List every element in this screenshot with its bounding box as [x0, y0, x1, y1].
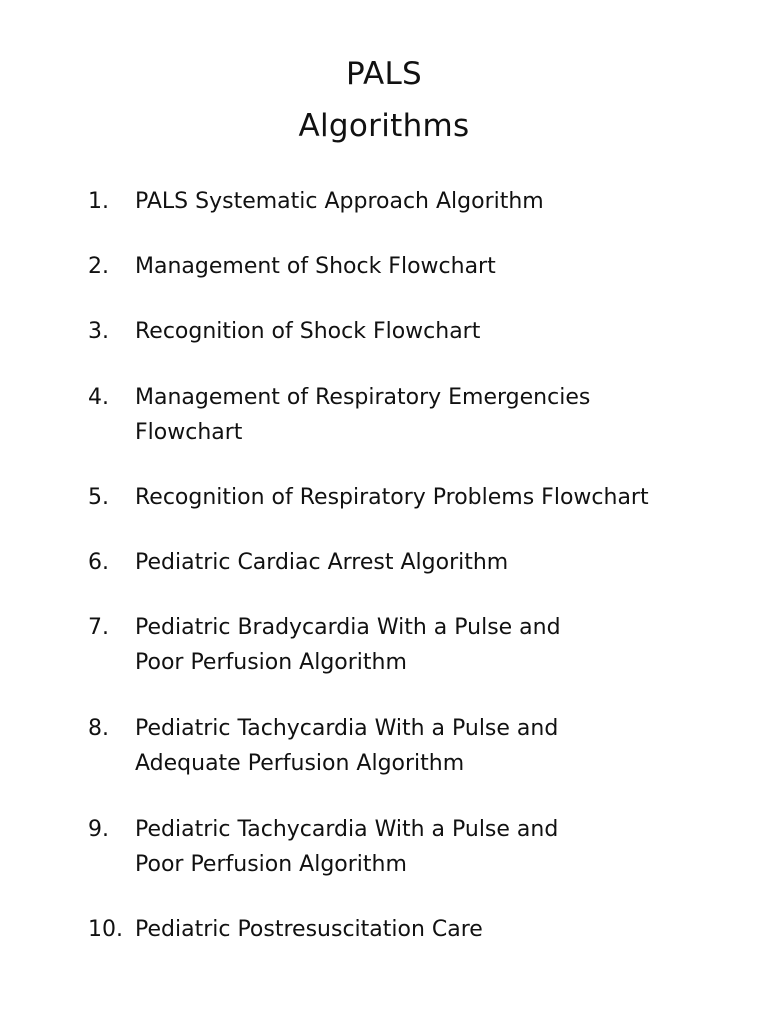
list-item-line: Recognition of Respiratory Problems Flowchart: [135, 485, 649, 510]
list-item-line: Management of Respiratory Emergencies: [135, 385, 591, 410]
list-item-text: [135, 812, 735, 882]
list-item-line: PALS Systematic Approach Algorithm: [135, 189, 544, 214]
list-item-text: [135, 480, 735, 515]
list-item-number: 1.: [88, 189, 109, 214]
list-item-line: Poor Perfusion Algorithm: [135, 852, 407, 877]
list-item-text: [135, 912, 735, 947]
list-item-number: 9.: [88, 817, 109, 842]
list-item-line: Pediatric Postresuscitation Care: [135, 917, 483, 942]
list-item-text: [135, 380, 735, 450]
list-item-line: Flowchart: [135, 420, 243, 445]
list-item-line: Pediatric Bradycardia With a Pulse and: [135, 615, 561, 640]
list-item-number: 7.: [88, 615, 109, 640]
list-item-text: [135, 711, 735, 781]
list-item-number: 8.: [88, 716, 109, 741]
list-item-line: Adequate Perfusion Algorithm: [135, 751, 465, 776]
list-item-line: Recognition of Shock Flowchart: [135, 319, 481, 344]
list-item-number: 6.: [88, 550, 109, 575]
list-item-number: 3.: [88, 319, 109, 344]
list-item-text: [135, 184, 735, 219]
list-item-number: 4.: [88, 385, 109, 410]
page-title-pals: PALS: [345, 56, 423, 92]
list-item-line: Poor Perfusion Algorithm: [135, 650, 407, 675]
list-item-number: 5.: [88, 485, 109, 510]
list-item-line: Management of Shock Flowchart: [135, 254, 496, 279]
list-item-line: Pediatric Cardiac Arrest Algorithm: [135, 550, 509, 575]
list-item-text: [135, 610, 735, 680]
list-item-text: [135, 545, 735, 580]
list-item-number: 10.: [88, 917, 123, 942]
list-item-line: Pediatric Tachycardia With a Pulse and: [135, 716, 559, 741]
list-item-text: [135, 314, 735, 349]
list-item-number: 2.: [88, 254, 109, 279]
list-item-line: Pediatric Tachycardia With a Pulse and: [135, 817, 559, 842]
list-item-text: [135, 249, 735, 284]
page-title-algorithms: Algorithms: [298, 108, 470, 144]
